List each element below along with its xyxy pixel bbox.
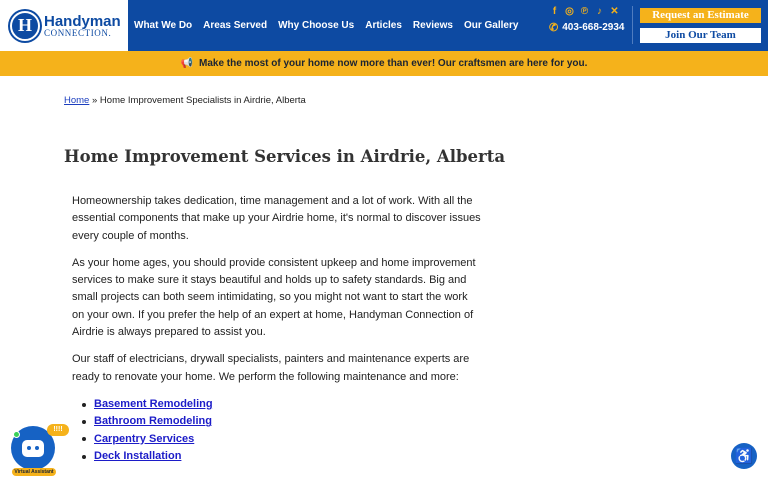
accessibility-icon[interactable]: ♿ bbox=[731, 443, 757, 469]
paragraph: Our staff of electricians, drywall specialists, painters and maintenance experts are ready to renovate your home. We perform the following maintenance and more: bbox=[72, 353, 470, 383]
logo-subtitle: CONNECTION. bbox=[44, 27, 112, 38]
breadcrumb bbox=[64, 95, 306, 106]
robot-icon bbox=[22, 440, 44, 457]
online-status-dot bbox=[13, 431, 20, 438]
main-nav bbox=[134, 0, 518, 51]
breadcrumb-home[interactable]: Home bbox=[64, 95, 90, 106]
facebook-icon[interactable]: f bbox=[552, 6, 557, 17]
nav-our-gallery[interactable]: Our Gallery bbox=[463, 20, 519, 31]
chat-bubble-icon: !!!! bbox=[47, 424, 69, 436]
pinterest-icon[interactable]: ℗ bbox=[580, 6, 589, 17]
list-item bbox=[82, 431, 482, 448]
social-links bbox=[549, 6, 620, 17]
assistant-label: Virtual Assistant bbox=[12, 468, 56, 476]
nav-articles[interactable]: Articles bbox=[365, 20, 402, 31]
paragraph: Homeownership takes dedication, time management and a lot of work. With all the essential components that make up your Airdrie home, it's normal to discover issues every couple of months. bbox=[72, 195, 481, 242]
site-header bbox=[0, 0, 768, 51]
logo[interactable] bbox=[0, 0, 128, 51]
breadcrumb-separator: » bbox=[91, 95, 98, 106]
service-link-deck[interactable]: Deck Installation bbox=[94, 449, 182, 462]
phone-icon: ✆ bbox=[549, 22, 559, 34]
phone-link[interactable] bbox=[549, 21, 625, 34]
header-divider bbox=[632, 6, 633, 44]
list-item bbox=[82, 448, 482, 465]
nav-areas-served[interactable]: Areas Served bbox=[203, 20, 268, 31]
promo-banner bbox=[0, 51, 768, 76]
article-body bbox=[72, 193, 482, 465]
page-title: Home Improvement Services in Airdrie, Alberta bbox=[64, 147, 506, 166]
join-team-button[interactable]: Join Our Team bbox=[640, 28, 761, 43]
nav-why-choose-us[interactable]: Why Choose Us bbox=[278, 20, 355, 31]
list-item bbox=[82, 396, 482, 413]
service-link-carpentry[interactable]: Carpentry Services bbox=[94, 432, 195, 445]
instagram-icon[interactable]: ◎ bbox=[565, 6, 574, 17]
service-link-basement[interactable]: Basement Remodeling bbox=[94, 397, 213, 410]
promo-text: Make the most of your home now more than ever! Our craftsmen are here for you. bbox=[199, 58, 588, 69]
service-link-bathroom[interactable]: Bathroom Remodeling bbox=[94, 415, 212, 428]
megaphone-icon: 📢 bbox=[180, 58, 193, 69]
tiktok-icon[interactable]: ♪ bbox=[597, 6, 602, 17]
logo-name: Handyman bbox=[44, 12, 121, 30]
paragraph: As your home ages, you should provide consistent upkeep and home improvement services to make sure it stays beautiful and holds up to safety standards. Big and small projects can both seem intimidating, so you might not want to start the work on your own. If you prefer the help of an expert at home, Handyman Connection of Airdrie is always prepared to assist you. bbox=[72, 256, 476, 339]
request-estimate-button[interactable]: Request an Estimate bbox=[640, 8, 761, 23]
nav-what-we-do[interactable]: What We Do bbox=[134, 20, 193, 31]
list-item bbox=[82, 413, 482, 430]
services-list bbox=[72, 396, 482, 465]
phone-number: 403-668-2934 bbox=[562, 22, 625, 33]
breadcrumb-current: Home Improvement Specialists in Airdrie, Alberta bbox=[99, 95, 306, 106]
nav-reviews[interactable]: Reviews bbox=[412, 20, 453, 31]
logo-mark: H bbox=[10, 11, 40, 41]
x-icon[interactable]: ✕ bbox=[610, 6, 619, 17]
virtual-assistant-button[interactable] bbox=[11, 426, 63, 475]
